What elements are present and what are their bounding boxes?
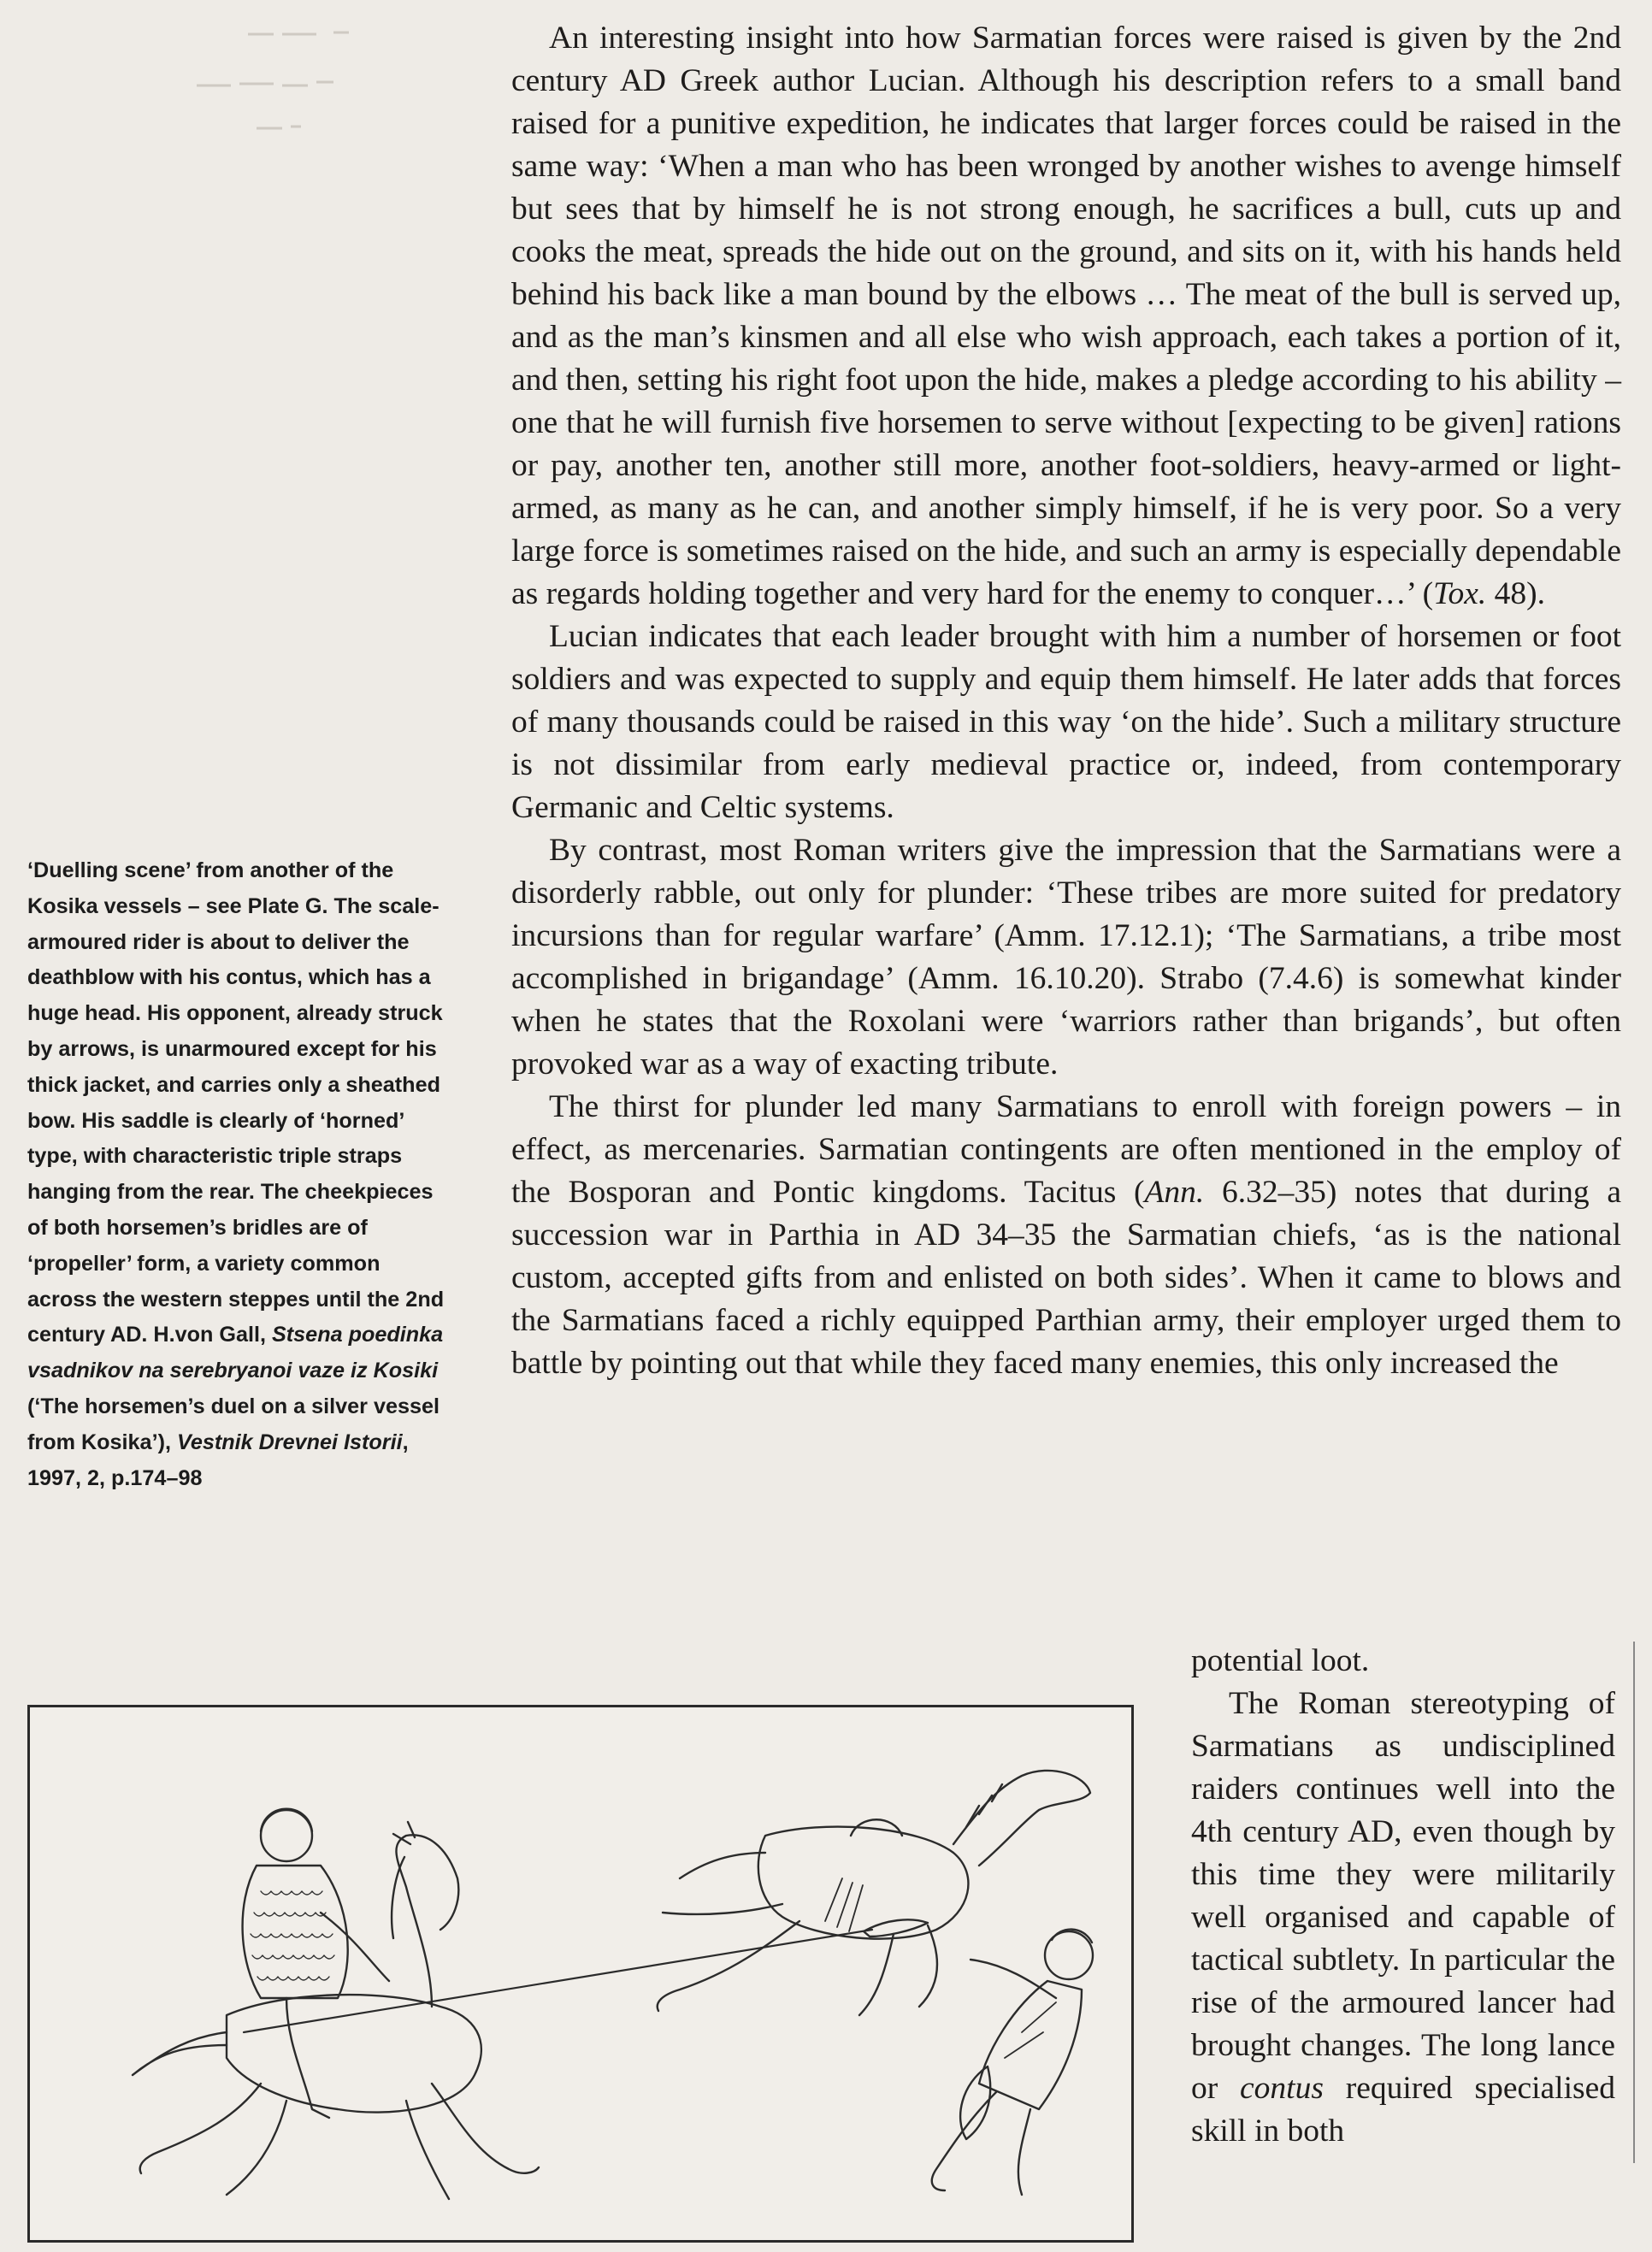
show-through-scribble bbox=[188, 26, 376, 137]
caption-text-3: , 1997, 2, p.174–98 bbox=[27, 1430, 409, 1490]
paragraph-text: The Roman stereotyping of Sarmatians as undisciplined raiders continues well into the 4th century AD, even though by this time they were militarily well organised and capable of tactical subtlety. In particular the rise of the armoured lancer had brought changes. The long lance or bbox=[1191, 1686, 1615, 2106]
paragraph-roman-writers: By contrast, most Roman writers give the impression that the Sarmatians were a disorderly rabble, out only for plunder: ‘These tribes are more suited for predatory incursions than for regular warfare’ (Amm. 17.12.1); ‘The Sarmatians, a tribe most accomplished in brigandage’ (Amm. 16.10.20). Strabo (7.4.6) is somewhat kinder when he states that the Roxolani were ‘warriors rather than brigands’, but often provoked war as a way of exacting tribute. bbox=[511, 833, 1621, 1082]
paragraph-potential-loot: potential loot. bbox=[1191, 1643, 1370, 1678]
italic-word: contus bbox=[1240, 2071, 1324, 2106]
right-horse-leg-3 bbox=[919, 1925, 937, 2007]
scale-pattern bbox=[251, 1891, 334, 1980]
caption-article-title: Stsena poedinka vsadnikov na serebryanoi vaze iz Kosiki bbox=[27, 1323, 444, 1383]
paragraph-thirst-for-plunder bbox=[511, 1086, 1621, 1385]
figure-caption bbox=[27, 853, 455, 1496]
left-rider-arm bbox=[321, 1913, 389, 1981]
caption-text-2: (‘The horsemen’s duel on a silver vessel from Kosika’), bbox=[27, 1394, 440, 1454]
right-rider-leg-1 bbox=[932, 2092, 996, 2190]
paragraph-text-end: required specialised skill in both bbox=[1191, 2071, 1615, 2149]
left-horse-foreleg-1 bbox=[432, 2084, 539, 2173]
contus-head bbox=[864, 1919, 928, 1937]
ref-close: 48). bbox=[1486, 576, 1546, 611]
caption-journal: Vestnik Drevnei Istorii bbox=[176, 1430, 403, 1454]
left-rider-head bbox=[261, 1810, 312, 1861]
left-horse-body bbox=[227, 1995, 481, 2113]
paragraph-text: An interesting insight into how Sarmatian forces were raised is given by the 2nd century AD Greek author Lucian. Although his description refers to a small band raised for a punitive expedition, he indicates that larger forces could be raised in the same way: ‘When a man who has been wronged by another wishes to avenge himself but sees that by himself he is not strong enough, he sacrifices a bull, cuts up and cooks the meat, spreads the hide out on the ground, and sits on it, with his hands held behind his back like a man bound by the elbows … The meat of the bull is served up, and as the man’s kinsmen and all else who wish approach, each takes a portion of it, and then, setting his right foot upon the hide, makes a pledge according to his ability – one that he will furnish five horsemen to serve without [expecting to be given] rations or pay, another ten, another still more, another foot-soldiers, heavy-armed or light-armed, as many as he can, and another simply himself, if he is very poor. So a very large force is sometimes raised on the hide, and such an army is especially dependable as regards holding together and very hard for the enemy to conquer…’ bbox=[511, 21, 1621, 611]
ref-open: ( bbox=[1414, 576, 1434, 611]
narrow-text-column bbox=[1191, 1640, 1615, 2153]
left-horse-hindleg-2 bbox=[227, 2101, 286, 2195]
ref-work: Tox. bbox=[1433, 576, 1487, 611]
paragraph-text: The thirst for plunder led many Sarmatians to enroll with foreign powers – in effect, as mercenaries. Sarmatian contingents are often mentioned in the employ of the Bosporan and Pontic kingdoms. Tacitus ( bbox=[511, 1089, 1621, 1210]
paragraph-roman-stereotyping bbox=[1191, 1683, 1615, 2153]
left-rider-helmet bbox=[261, 1809, 312, 1831]
show-through-marks bbox=[188, 26, 376, 141]
paragraph-lucian-indicates: Lucian indicates that each leader brought with him a number of horsemen or foot soldiers and was expected to supply and equip them himself. He later adds that forces of many thousands could be raised in this way ‘on the hide’. Such a military structure is not dissimilar from early medieval practice or, indeed, from contemporary Germanic and Celtic systems. bbox=[511, 619, 1621, 825]
left-horse-foreleg-2 bbox=[406, 2101, 449, 2199]
contus-shaft bbox=[244, 1930, 872, 2032]
duelling-scene-figure bbox=[27, 1705, 1134, 2243]
right-horse-body bbox=[758, 1827, 969, 1939]
right-horse-leg-1 bbox=[658, 1921, 799, 2011]
right-rider-torso-jacket bbox=[979, 1981, 1082, 2109]
left-horse-neck-head bbox=[396, 1835, 458, 2007]
duelling-scene-drawing bbox=[30, 1707, 1131, 2240]
right-rider-arm bbox=[971, 1960, 1056, 1998]
main-text-column bbox=[511, 17, 1621, 1385]
paragraph-lucian-quote bbox=[511, 17, 1621, 616]
right-horse-tail bbox=[680, 1853, 765, 1878]
arrow-1 bbox=[1022, 2002, 1056, 2032]
right-horse-leg-2 bbox=[663, 1904, 782, 1914]
left-horse-tail bbox=[133, 2032, 227, 2075]
arrow-2 bbox=[1005, 2032, 1043, 2058]
page-edge-rule bbox=[1633, 1642, 1635, 2163]
right-horse-leg-4 bbox=[859, 1934, 894, 2015]
saddle-straps bbox=[825, 1878, 863, 1931]
left-horse-hindleg-1 bbox=[140, 2084, 261, 2173]
ref-work: Ann. bbox=[1144, 1175, 1205, 1210]
caption-text: ‘Duelling scene’ from another of the Kosika vessels – see Plate G. The scale-armoured rider is about to deliver the deathblow with his contus, which has a huge head. His opponent, already struck by arrows, is unarmoured except for his thick jacket, and carries only a sheathed bow. His saddle is clearly of ‘horned’ type, with characteristic triple straps hanging from the rear. The cheekpieces of both horsemen’s bridles are of ‘propeller’ form, a variety common across the western steppes until the 2nd century AD. H.von Gall, bbox=[27, 858, 445, 1347]
right-rider-leg-2 bbox=[1018, 2109, 1030, 2195]
right-horse-neck-head bbox=[953, 1771, 1090, 1866]
paragraph-text-end: 6.32–35) notes that during a succession war in Parthia in AD 34–35 the Sarmatian chiefs, ‘as is the national custom, accepted gifts from and enlisted on both sides’. When it came to blows and the Sarmatians faced a richly equipped Parthian army, their employer urged them to battle by pointing out that while they faced many enemies, this only increased the bbox=[511, 1175, 1622, 1381]
